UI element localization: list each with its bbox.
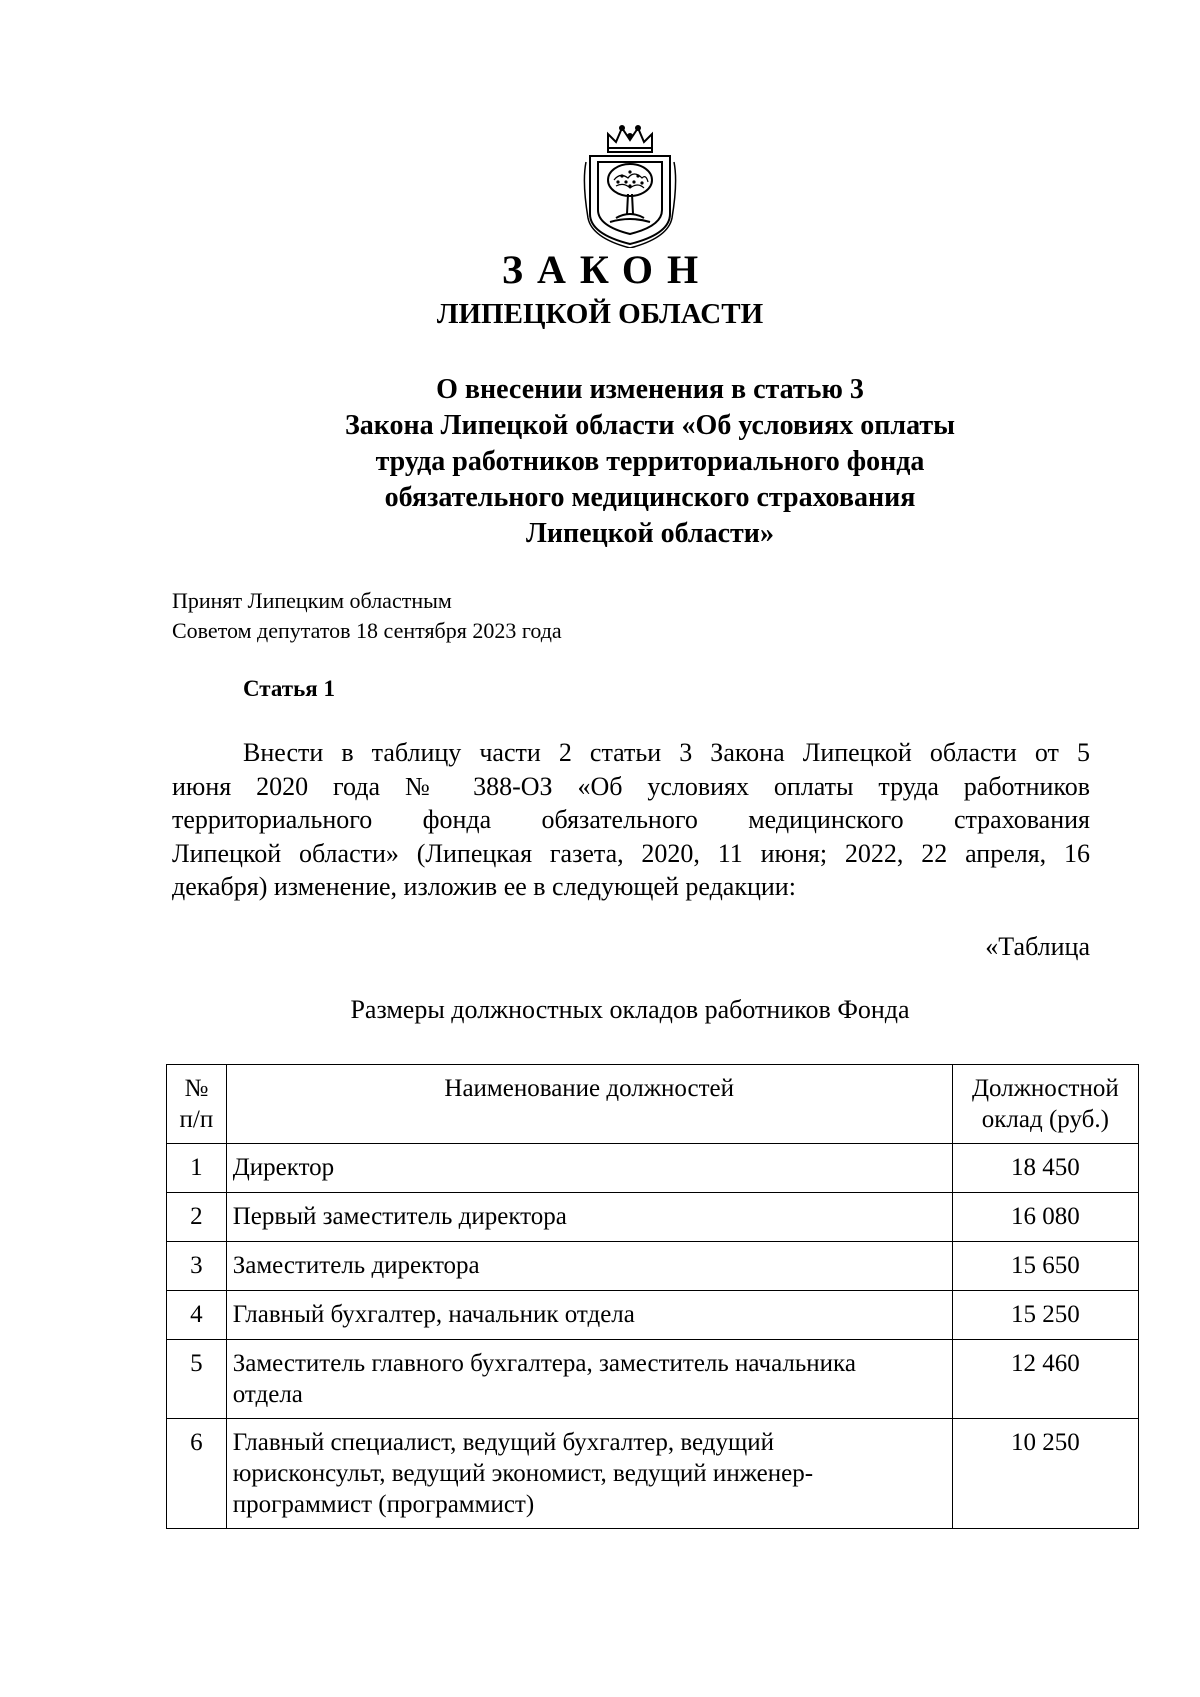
article-paragraph-line: Внести в таблицу части 2 статьи 3 Закона Липецкой области от 5 xyxy=(243,738,1090,767)
table-row xyxy=(167,1291,1139,1340)
header-number-line: № xyxy=(184,1075,209,1102)
header-salary-line: Должностной xyxy=(971,1075,1119,1102)
row-number: 4 xyxy=(167,1291,227,1340)
table-row xyxy=(167,1242,1139,1291)
header-number-cell xyxy=(167,1065,227,1144)
row-number: 1 xyxy=(167,1144,227,1193)
law-title-line: Закона Липецкой области «Об условиях оплаты xyxy=(344,410,956,441)
header-salary-line: оклад (руб.) xyxy=(981,1106,1109,1133)
row-position-line: Главный специалист, ведущий бухгалтер, ведущий xyxy=(232,1429,775,1456)
row-number: 3 xyxy=(167,1242,227,1291)
law-title-line: О внесении изменения в статью 3 xyxy=(436,374,864,405)
table-row xyxy=(167,1419,1139,1529)
row-salary: 18 450 xyxy=(952,1144,1138,1193)
row-salary: 10 250 xyxy=(952,1419,1138,1529)
adoption-note-line: Советом депутатов 18 сентября 2023 года xyxy=(172,618,562,643)
article-paragraph-line: декабря) изменение, изложив ее в следующей редакции: xyxy=(172,872,796,901)
row-position: Заместитель директора xyxy=(226,1242,952,1291)
adoption-note-line: Принят Липецким областным xyxy=(172,588,452,613)
row-position xyxy=(226,1419,952,1529)
law-title-line: труда работников территориального фонда xyxy=(375,446,925,477)
header-number-line: п/п xyxy=(179,1106,214,1133)
row-number: 2 xyxy=(167,1193,227,1242)
table-row xyxy=(167,1144,1139,1193)
table-header-row xyxy=(167,1065,1139,1144)
row-salary: 16 080 xyxy=(952,1193,1138,1242)
article-paragraph-line: июня 2020 года № 388-ОЗ «Об условиях оплаты труда работников xyxy=(172,771,1090,801)
row-number: 5 xyxy=(167,1340,227,1419)
row-position xyxy=(226,1340,952,1419)
header-salary-cell xyxy=(952,1065,1138,1144)
article-heading: Статья 1 xyxy=(243,676,335,701)
article-paragraph-line: территориального фонда обязательного медицинского страхования xyxy=(172,805,1090,834)
table-caption: Размеры должностных окладов работников Фонда xyxy=(350,995,910,1024)
row-number: 6 xyxy=(167,1419,227,1529)
document-type-heading: ЗАКОН xyxy=(501,247,713,292)
row-position-line: Заместитель главного бухгалтера, заместитель начальника xyxy=(232,1350,856,1377)
table-row xyxy=(167,1193,1139,1242)
header-position-cell: Наименование должностей xyxy=(226,1065,952,1144)
law-title xyxy=(250,372,1050,552)
row-salary: 15 250 xyxy=(952,1291,1138,1340)
row-position: Директор xyxy=(226,1144,952,1193)
article-paragraph xyxy=(172,736,1090,904)
adoption-note xyxy=(172,586,562,646)
table-row xyxy=(167,1340,1139,1419)
row-position-line: программист (программист) xyxy=(232,1491,535,1518)
row-position-line: юрисконсульт, ведущий экономист, ведущий инженер- xyxy=(232,1460,814,1487)
row-position: Главный бухгалтер, начальник отдела xyxy=(226,1291,952,1340)
lipetsk-coat-of-arms-icon xyxy=(580,122,680,248)
salary-table xyxy=(166,1064,1139,1529)
article-paragraph-line: Липецкой области» (Липецкая газета, 2020, 11 июня; 2022, 22 апреля, 16 xyxy=(172,838,1090,868)
law-title-line: Липецкой области» xyxy=(526,518,774,549)
row-salary: 15 650 xyxy=(952,1242,1138,1291)
region-heading: ЛИПЕЦКОЙ ОБЛАСТИ xyxy=(436,298,764,330)
row-position-line: отдела xyxy=(232,1381,303,1408)
law-title-line: обязательного медицинского страхования xyxy=(384,482,916,513)
table-label: «Таблица xyxy=(985,932,1090,961)
row-position: Первый заместитель директора xyxy=(226,1193,952,1242)
row-salary: 12 460 xyxy=(952,1340,1138,1419)
